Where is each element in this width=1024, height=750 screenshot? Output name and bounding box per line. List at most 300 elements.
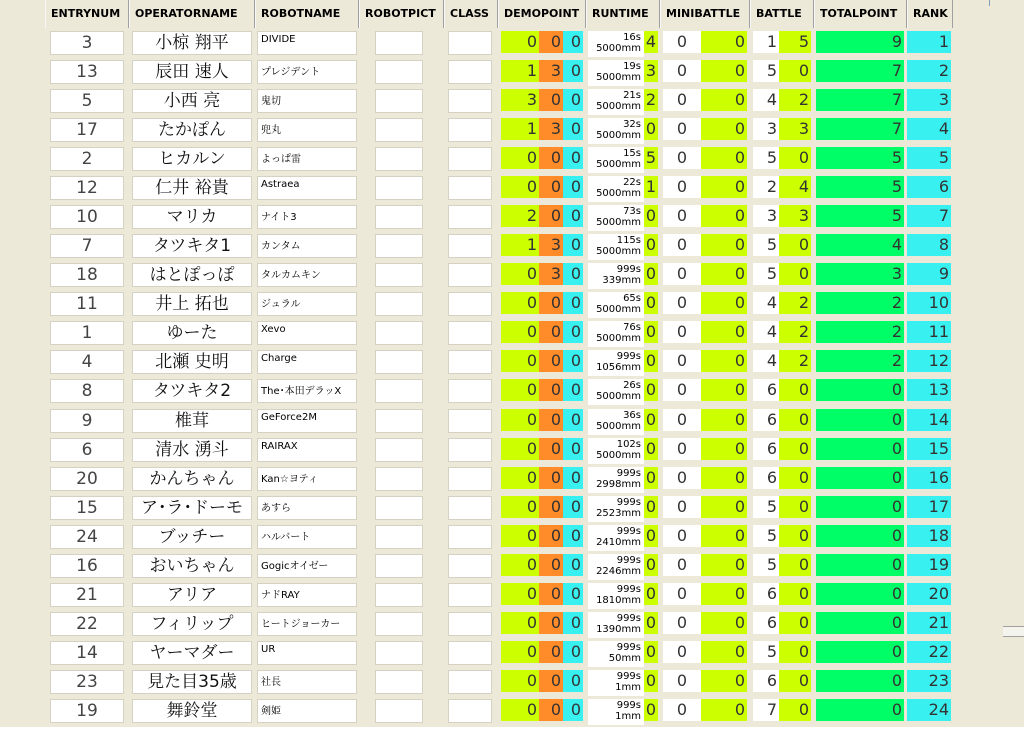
runtime-cell xyxy=(586,319,660,347)
operator-field[interactable] xyxy=(132,612,252,636)
robotpict-cell xyxy=(359,261,444,289)
battle-cell xyxy=(750,581,814,609)
minibattle-b: 0 xyxy=(701,670,747,692)
robotname-cell xyxy=(255,29,359,57)
demo-point-c: 0 xyxy=(563,496,583,518)
operator-name: ヤーマダー xyxy=(149,643,235,663)
robot-picture[interactable] xyxy=(375,321,423,345)
entrynum-cell xyxy=(45,465,129,493)
robot-picture[interactable] xyxy=(375,60,423,84)
totalpoint-cell xyxy=(814,436,907,464)
runtime-cell xyxy=(586,232,660,260)
rank-cell xyxy=(907,203,953,231)
operator-cell xyxy=(129,523,255,551)
entrynum-field[interactable] xyxy=(50,583,124,607)
minibattle-a: 0 xyxy=(663,60,701,82)
table-row[interactable] xyxy=(45,406,953,435)
robot-picture[interactable] xyxy=(375,263,423,287)
rank-cell xyxy=(907,319,953,347)
operator-name: ゆーた xyxy=(166,323,218,343)
entrynum-field[interactable] xyxy=(50,699,124,723)
entrynum-field[interactable] xyxy=(50,554,124,578)
demopoint-cell xyxy=(498,436,586,464)
table-row[interactable] xyxy=(45,376,953,405)
total-point: 5 xyxy=(816,205,904,227)
entrynum-cell xyxy=(45,523,129,551)
column-header-demopoint[interactable]: DEMOPOINT xyxy=(498,0,586,28)
operator-field[interactable] xyxy=(132,118,252,142)
demo-point-b: 0 xyxy=(539,176,563,198)
entrynum-field[interactable] xyxy=(50,612,124,636)
entrynum-value: 6 xyxy=(81,440,93,460)
minibattle-cell xyxy=(660,377,750,405)
entrynum-field[interactable] xyxy=(50,496,124,520)
table-row[interactable] xyxy=(45,231,953,260)
class-cell xyxy=(444,319,498,347)
demopoint-cell xyxy=(498,465,586,493)
entrynum-field[interactable] xyxy=(50,147,124,171)
demo-point-c: 0 xyxy=(563,670,583,692)
operator-cell xyxy=(129,697,255,725)
table-row[interactable] xyxy=(45,115,953,144)
robot-picture[interactable] xyxy=(375,467,423,491)
total-point: 2 xyxy=(816,292,904,314)
robot-picture[interactable] xyxy=(375,438,423,462)
column-header-class[interactable]: CLASS xyxy=(444,0,498,28)
robotname-field[interactable] xyxy=(257,641,357,665)
operator-field[interactable] xyxy=(132,263,252,287)
robotname-field[interactable] xyxy=(257,670,357,694)
class-field[interactable] xyxy=(448,147,492,171)
robot-name: GeForce2M xyxy=(261,412,317,423)
entrynum-field[interactable] xyxy=(50,118,124,142)
table-row[interactable] xyxy=(45,318,953,347)
entrynum-cell xyxy=(45,87,129,115)
robotname-field[interactable] xyxy=(257,554,357,578)
class-field[interactable] xyxy=(448,379,492,403)
robotname-field[interactable] xyxy=(257,89,357,113)
rank-value: 5 xyxy=(907,147,951,169)
battle-cell xyxy=(750,494,814,522)
robotname-field[interactable] xyxy=(257,496,357,520)
total-point: 5 xyxy=(816,147,904,169)
class-field[interactable] xyxy=(448,583,492,607)
entrynum-field[interactable] xyxy=(50,31,124,55)
table-row[interactable] xyxy=(45,86,953,115)
run-point: 0 xyxy=(645,410,656,429)
run-time-value: 22s xyxy=(623,177,641,188)
robotname-field[interactable] xyxy=(257,60,357,84)
operator-cell xyxy=(129,290,255,318)
demo-point-a: 0 xyxy=(501,641,539,663)
robotname-field[interactable] xyxy=(257,409,357,433)
operator-field[interactable] xyxy=(132,60,252,84)
robotname-cell xyxy=(255,203,359,231)
entrynum-cell xyxy=(45,581,129,609)
entrynum-field[interactable] xyxy=(50,205,124,229)
robotpict-cell xyxy=(359,87,444,115)
entrynum-field[interactable] xyxy=(50,409,124,433)
minibattle-a: 0 xyxy=(663,234,701,256)
class-cell xyxy=(444,465,498,493)
robot-picture[interactable] xyxy=(375,670,423,694)
operator-field[interactable] xyxy=(132,583,252,607)
robot-picture[interactable] xyxy=(375,409,423,433)
robotname-field[interactable] xyxy=(257,612,357,636)
class-field[interactable] xyxy=(448,409,492,433)
demo-point-c: 0 xyxy=(563,350,583,372)
robot-name: 社長 xyxy=(261,677,281,688)
minibattle-b: 0 xyxy=(701,89,747,111)
minibattle-cell xyxy=(660,610,750,638)
entrynum-field[interactable] xyxy=(50,350,124,374)
robotname-field[interactable] xyxy=(257,583,357,607)
robot-picture[interactable] xyxy=(375,205,423,229)
operator-field[interactable] xyxy=(132,350,252,374)
run-point: 1 xyxy=(645,177,656,196)
operator-name: フィリップ xyxy=(150,614,234,634)
operator-cell xyxy=(129,87,255,115)
entrynum-field[interactable] xyxy=(50,670,124,694)
entrynum-field[interactable] xyxy=(50,525,124,549)
robot-picture[interactable] xyxy=(375,118,423,142)
demo-point-b: 0 xyxy=(539,379,563,401)
robotname-field[interactable] xyxy=(257,350,357,374)
total-point: 3 xyxy=(816,263,904,285)
robot-picture[interactable] xyxy=(375,89,423,113)
operator-field[interactable] xyxy=(132,496,252,520)
operator-field[interactable] xyxy=(132,467,252,491)
operator-field[interactable] xyxy=(132,438,252,462)
rank-value: 6 xyxy=(907,176,951,198)
run-time-value: 73s xyxy=(623,206,641,217)
class-field[interactable] xyxy=(448,641,492,665)
operator-field[interactable] xyxy=(132,321,252,345)
entrynum-field[interactable] xyxy=(50,641,124,665)
entrynum-field[interactable] xyxy=(50,263,124,287)
entrynum-value: 7 xyxy=(81,236,93,256)
operator-field[interactable] xyxy=(132,699,252,723)
operator-field[interactable] xyxy=(132,641,252,665)
robotpict-cell xyxy=(359,407,444,435)
rank-cell xyxy=(907,552,953,580)
table-row[interactable] xyxy=(45,435,953,464)
battle-b: 0 xyxy=(779,438,811,460)
rank-cell xyxy=(907,639,953,667)
demo-point-a: 0 xyxy=(501,438,539,460)
runtime-cell xyxy=(586,668,660,696)
robot-picture[interactable] xyxy=(375,31,423,55)
runtime-cell xyxy=(586,523,660,551)
robot-picture[interactable] xyxy=(375,583,423,607)
robot-name: カンタム xyxy=(261,241,301,252)
entrynum-field[interactable] xyxy=(50,292,124,316)
demopoint-cell xyxy=(498,319,586,347)
entrynum-field[interactable] xyxy=(50,321,124,345)
column-header-runtime[interactable]: RUNTIME xyxy=(586,0,660,28)
robotname-field[interactable] xyxy=(257,438,357,462)
operator-field[interactable] xyxy=(132,205,252,229)
table-row[interactable] xyxy=(45,696,953,725)
column-header-battle[interactable]: BATTLE xyxy=(750,0,814,28)
minibattle-b: 0 xyxy=(701,467,747,489)
minibattle-a: 0 xyxy=(663,89,701,111)
class-field[interactable] xyxy=(448,612,492,636)
rank-value: 7 xyxy=(907,205,951,227)
class-field[interactable] xyxy=(448,496,492,520)
totalpoint-cell xyxy=(814,610,907,638)
robotname-field[interactable] xyxy=(257,31,357,55)
operator-field[interactable] xyxy=(132,176,252,200)
class-field[interactable] xyxy=(448,350,492,374)
rank-value: 14 xyxy=(907,409,951,431)
robotname-cell xyxy=(255,87,359,115)
run-distance-value: 5000mm xyxy=(596,333,641,344)
operator-name: 小西 亮 xyxy=(163,91,221,111)
demo-point-b: 0 xyxy=(539,583,563,605)
battle-cell xyxy=(750,377,814,405)
operator-name: ブッチー xyxy=(158,527,226,547)
battle-b: 2 xyxy=(779,89,811,111)
table-row[interactable] xyxy=(45,522,953,551)
class-field[interactable] xyxy=(448,321,492,345)
entrynum-cell xyxy=(45,697,129,725)
battle-cell xyxy=(750,610,814,638)
run-time-value: 999s xyxy=(616,700,641,711)
robot-picture[interactable] xyxy=(375,292,423,316)
battle-cell xyxy=(750,552,814,580)
entrynum-value: 22 xyxy=(76,614,98,634)
operator-name: 辰田 速人 xyxy=(155,62,229,82)
operator-field[interactable] xyxy=(132,89,252,113)
operator-field[interactable] xyxy=(132,379,252,403)
robot-picture[interactable] xyxy=(375,496,423,520)
operator-name: 舞鈴堂 xyxy=(166,701,218,721)
robot-picture[interactable] xyxy=(375,641,423,665)
column-header-operatorname[interactable]: OPERATORNAME xyxy=(129,0,255,28)
entrynum-field[interactable] xyxy=(50,234,124,258)
robot-picture[interactable] xyxy=(375,379,423,403)
entrynum-cell xyxy=(45,377,129,405)
table-row[interactable] xyxy=(45,57,953,86)
entrynum-field[interactable] xyxy=(50,60,124,84)
robot-name: よっぱ雷 xyxy=(261,154,301,165)
robot-picture[interactable] xyxy=(375,525,423,549)
minibattle-b: 0 xyxy=(701,379,747,401)
rank-cell xyxy=(907,174,953,202)
runtime-cell xyxy=(586,174,660,202)
minibattle-cell xyxy=(660,145,750,173)
table-row[interactable] xyxy=(45,638,953,667)
entrynum-field[interactable] xyxy=(50,438,124,462)
minibattle-a: 0 xyxy=(663,467,701,489)
class-field[interactable] xyxy=(448,89,492,113)
class-field[interactable] xyxy=(448,176,492,200)
runtime-cell xyxy=(586,465,660,493)
robotname-cell xyxy=(255,581,359,609)
table-row[interactable] xyxy=(45,493,953,522)
robot-picture[interactable] xyxy=(375,350,423,374)
demopoint-cell xyxy=(498,203,586,231)
demo-point-b: 0 xyxy=(539,612,563,634)
runtime-field xyxy=(588,583,644,609)
battle-cell xyxy=(750,145,814,173)
totalpoint-cell xyxy=(814,377,907,405)
totalpoint-cell xyxy=(814,552,907,580)
class-field[interactable] xyxy=(448,118,492,142)
operator-name: 見た目35歳 xyxy=(147,672,237,692)
robotname-field[interactable] xyxy=(257,699,357,723)
class-field[interactable] xyxy=(448,467,492,491)
robotname-field[interactable] xyxy=(257,467,357,491)
robotname-field[interactable] xyxy=(257,379,357,403)
runtime-cell xyxy=(586,436,660,464)
operator-field[interactable] xyxy=(132,31,252,55)
battle-a: 5 xyxy=(753,147,779,169)
run-point: 0 xyxy=(645,671,656,690)
entrynum-field[interactable] xyxy=(50,176,124,200)
class-field[interactable] xyxy=(448,438,492,462)
table-row[interactable] xyxy=(45,580,953,609)
minibattle-b: 0 xyxy=(701,321,747,343)
table-row[interactable] xyxy=(45,551,953,580)
class-field[interactable] xyxy=(448,234,492,258)
total-point: 0 xyxy=(816,525,904,547)
robotname-cell xyxy=(255,116,359,144)
robot-picture[interactable] xyxy=(375,554,423,578)
demopoint-cell xyxy=(498,232,586,260)
minibattle-a: 0 xyxy=(663,205,701,227)
class-cell xyxy=(444,377,498,405)
column-header-totalpoint[interactable]: TOTALPOINT xyxy=(814,0,907,28)
totalpoint-cell xyxy=(814,523,907,551)
robot-picture[interactable] xyxy=(375,147,423,171)
run-point: 0 xyxy=(645,613,656,632)
entrynum-field[interactable] xyxy=(50,89,124,113)
robotname-field[interactable] xyxy=(257,321,357,345)
robotpict-cell xyxy=(359,465,444,493)
class-field[interactable] xyxy=(448,263,492,287)
battle-cell xyxy=(750,232,814,260)
operator-cell xyxy=(129,465,255,493)
minibattle-b: 0 xyxy=(701,205,747,227)
column-header-entrynum[interactable]: ENTRYNUM xyxy=(45,0,129,28)
demo-point-b: 3 xyxy=(539,234,563,256)
minibattle-cell xyxy=(660,523,750,551)
rank-cell xyxy=(907,290,953,318)
demo-point-c: 0 xyxy=(563,263,583,285)
robot-picture[interactable] xyxy=(375,176,423,200)
rank-cell xyxy=(907,261,953,289)
battle-b: 2 xyxy=(779,350,811,372)
table-row[interactable] xyxy=(45,347,953,376)
class-cell xyxy=(444,145,498,173)
robotname-field[interactable] xyxy=(257,205,357,229)
class-field[interactable] xyxy=(448,699,492,723)
robotpict-cell xyxy=(359,697,444,725)
entrynum-cell xyxy=(45,145,129,173)
table-row[interactable] xyxy=(45,28,953,57)
minibattle-a: 0 xyxy=(663,118,701,140)
total-point: 0 xyxy=(816,496,904,518)
demopoint-cell xyxy=(498,377,586,405)
column-header-robotname[interactable]: ROBOTNAME xyxy=(255,0,359,28)
robotname-field[interactable] xyxy=(257,263,357,287)
run-distance-value: 1mm xyxy=(615,682,641,693)
runtime-cell xyxy=(586,29,660,57)
class-field[interactable] xyxy=(448,60,492,84)
robotname-field[interactable] xyxy=(257,525,357,549)
rank-value: 23 xyxy=(907,670,951,692)
table-row[interactable] xyxy=(45,202,953,231)
table-row[interactable] xyxy=(45,609,953,638)
class-field[interactable] xyxy=(448,205,492,229)
operator-field[interactable] xyxy=(132,292,252,316)
scrollbar-thumb[interactable] xyxy=(1003,626,1024,637)
robotname-field[interactable] xyxy=(257,147,357,171)
demopoint-cell xyxy=(498,523,586,551)
table-row[interactable] xyxy=(45,289,953,318)
demo-point-c: 0 xyxy=(563,699,583,721)
robot-picture[interactable] xyxy=(375,612,423,636)
table-row[interactable] xyxy=(45,464,953,493)
operator-field[interactable] xyxy=(132,234,252,258)
robotpict-cell xyxy=(359,29,444,57)
class-field[interactable] xyxy=(448,525,492,549)
table-row[interactable] xyxy=(45,173,953,202)
runtime-cell xyxy=(586,116,660,144)
column-header-minibattle[interactable]: MINIBATTLE xyxy=(660,0,750,28)
demo-point-a: 0 xyxy=(501,467,539,489)
class-field[interactable] xyxy=(448,554,492,578)
operator-field[interactable] xyxy=(132,147,252,171)
battle-b: 0 xyxy=(779,583,811,605)
robotname-field[interactable] xyxy=(257,176,357,200)
run-time-value: 999s xyxy=(616,468,641,479)
entrynum-cell xyxy=(45,668,129,696)
entrynum-value: 2 xyxy=(81,149,93,169)
class-field[interactable] xyxy=(448,670,492,694)
entrynum-field[interactable] xyxy=(50,379,124,403)
operator-field[interactable] xyxy=(132,409,252,433)
battle-a: 4 xyxy=(753,89,779,111)
robotname-field[interactable] xyxy=(257,234,357,258)
entrynum-cell xyxy=(45,407,129,435)
table-row[interactable] xyxy=(45,144,953,173)
entrynum-field[interactable] xyxy=(50,467,124,491)
demopoint-cell xyxy=(498,87,586,115)
table-row[interactable] xyxy=(45,667,953,696)
robot-picture[interactable] xyxy=(375,234,423,258)
class-field[interactable] xyxy=(448,31,492,55)
operator-cell xyxy=(129,174,255,202)
entrynum-value: 21 xyxy=(76,585,98,605)
minibattle-cell xyxy=(660,668,750,696)
operator-field[interactable] xyxy=(132,554,252,578)
robot-picture[interactable] xyxy=(375,699,423,723)
total-point: 0 xyxy=(816,641,904,663)
robotname-field[interactable] xyxy=(257,118,357,142)
column-header-rank[interactable]: RANK xyxy=(907,0,953,28)
column-header-robotpict[interactable]: ROBOTPICT xyxy=(359,0,444,28)
robotname-field[interactable] xyxy=(257,292,357,316)
operator-field[interactable] xyxy=(132,525,252,549)
operator-field[interactable] xyxy=(132,670,252,694)
battle-a: 4 xyxy=(753,350,779,372)
operator-cell xyxy=(129,552,255,580)
class-field[interactable] xyxy=(448,292,492,316)
table-row[interactable] xyxy=(45,260,953,289)
